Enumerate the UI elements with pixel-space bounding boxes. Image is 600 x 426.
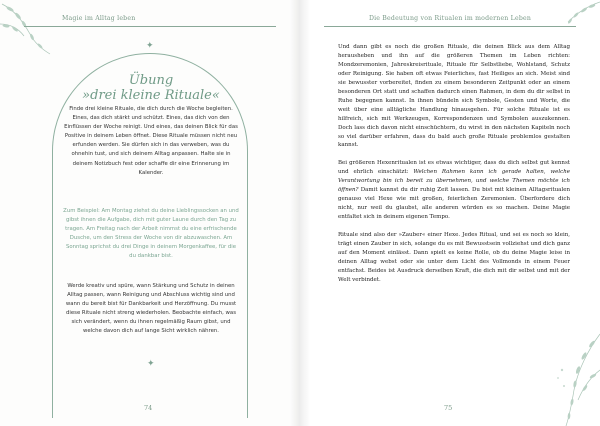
sparkle-icon: ✦ (146, 41, 154, 51)
exercise-title (53, 73, 249, 103)
leaf-ornament-icon (548, 330, 600, 426)
sparkle-icon: ✦ (147, 359, 155, 369)
header-rule (24, 26, 276, 27)
paragraph-text: Bei größeren Hexenritualen ist es etwas wichtiger, dass du dich selbst gut kennst und ehrlich einschätzt: (338, 160, 570, 176)
paragraph (338, 159, 570, 222)
leaf-ornament-icon (0, 0, 58, 60)
gutter-shadow (290, 0, 300, 426)
right-page (300, 0, 600, 426)
gutter-shadow (300, 0, 310, 426)
italic-question: Welchen Rahmen kann ich gerade halten, welche Verantwortung bin ich bereit zu übernehmen, und welche Themen möchte ich öffnen? (338, 169, 570, 194)
page-number: 75 (444, 404, 453, 412)
paragraph: Rituale sind also der »Zauber« einer Hexe. Jedes Ritual, und sei es noch so klein, trägt einen Zauber in sich, solange du es mit Bewusstsein vollziehst und dich ganz auf den Moment einlässt. Dann spielt es keine Rolle, ob du deine Magie leise in deinen Alltag webst oder sie unter dem Licht des Vollmonds in einem Feuer entfachst. Beides ist Ausdruck derselben Kraft, die dich mit dir selbst und mit der Welt verbindet. (338, 231, 570, 283)
paragraph: Und dann gibt es noch die großen Rituale, die deinen Blick aus dem Alltag herausheben und ihn auf die größeren Themen im Leben richten: Mondzeremonien, Jahreskreisrituale, Rituale für Selbstliebe, Wohlstand, Schutz oder Reinigung. Sie haben oft etwas Feierliches, fast Heiliges an sich. Meist sind sie bewusster vorbereitet, finden zu einem besonderen Zeitpunkt oder an einem besonderen Ort statt und schaffen dadurch einen Rahmen, in dem du dir selbst in Ruhe begegnen kannst. In ihnen bündeln sich Symbole, Gesten und Worte, die weit über eine alltägliche Handlung hinausgehen. Für solche Rituale ist es hilfreich, sich mit Werkzeugen, Korrespondenzen und Symbolen auszukennen. Doch lass dich davon nicht einschüchtern, du wirst in den nächsten Kapiteln noch so viel darüber erfahren, dass du bald auch große Rituale problemlos gestalten kannst. (338, 44, 570, 149)
exercise-paragraph-1: Finde drei kleine Rituale, die dich durch die Woche begleiten. Eines, das dich stärkt und schützt. Eines, das dich von den Einflüssen der Woche reinigt. Und eines, das deinen Blick für das Positive in deinem Leben öffnet. Diese Rituale müssen nicht neu erfunden werden. Sie dürfen sich in das verweben, was du ohnehin tust, und sich deinem Alltag anpassen. Halte sie in deinem Notizbuch fest oder schaffe dir eine Erinnerung im Kalender. (64, 106, 238, 176)
page-number: 74 (144, 404, 153, 412)
header-rule (324, 26, 576, 27)
exercise-title-line1: Übung (128, 73, 174, 88)
exercise-example-paragraph: Zum Beispiel: Am Montag ziehst du deine Lieblingssocken an und gibst ihnen die Aufgabe, dich mit guter Laune durch den Tag zu tragen. Am Freitag nach der Arbeit nimmst du eine erfrischende Dusche, um den Stress der Woche von dir abzuwaschen. Am Sonntag sprichst du drei Dinge in deinem Morgenkaffee, für die du dankbar bist. (63, 208, 239, 260)
body-text (338, 43, 570, 285)
exercise-box (52, 53, 248, 418)
running-head: Die Bedeutung von Ritualen im modernen Leben (368, 15, 532, 22)
running-head: Magie im Alltag leben (62, 15, 136, 22)
exercise-title-line2: »drei kleine Rituale« (82, 88, 220, 103)
paragraph-text: Damit kannst du dir ruhig Zeit lassen. Du bist mit kleinen Alltagsritualen genauso viel Hexe wie mit großen, feierlichen Zeremonien. Überfordere dich nicht, nur weil du glaubst, alle anderen würden es so machen. Deine Magie entfaltet sich in deinem eigenen Tempo. (338, 187, 570, 221)
exercise-paragraph-3: Werde kreativ und spüre, wann Stärkung und Schutz in deinen Alltag passen, wann Reinigung und Abschluss wichtig sind und wann du bereit bist für Dankbarkeit und Herzöffnung. Du musst diese Rituale nicht streng wiederholen. Beobachte einfach, was sich verändert, wenn du ihnen regelmäßig Raum gibst, und welche davon dich auf lange Sicht wirklich nähren. (65, 283, 237, 335)
